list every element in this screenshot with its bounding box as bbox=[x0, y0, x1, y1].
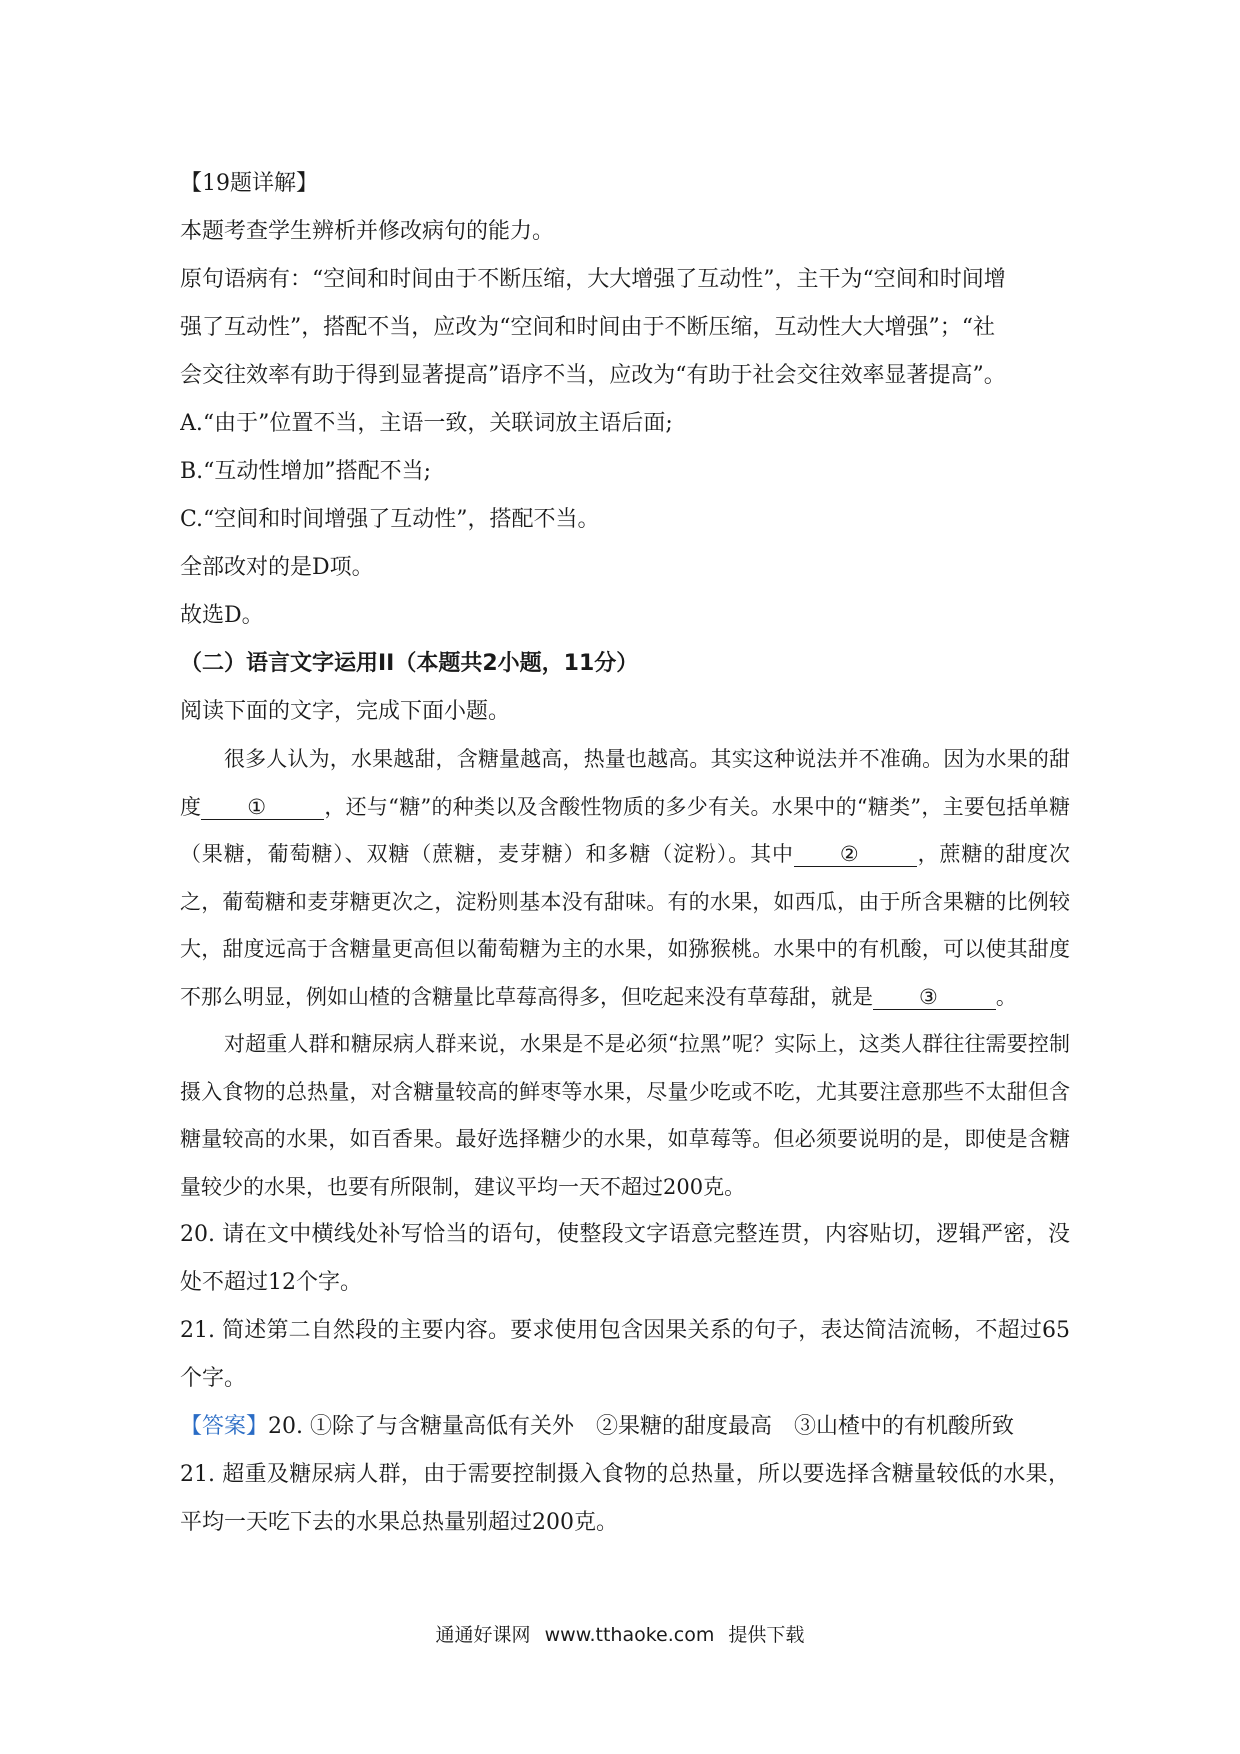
footer-suffix: 提供下载 bbox=[728, 1624, 805, 1646]
option-b-note: B.“互动性增加”搭配不当; bbox=[180, 459, 432, 484]
analysis-line-2: 强了互动性”，搭配不当，应改为“空间和时间由于不断压缩，互动性大大增强”；“社 bbox=[180, 315, 995, 340]
answer-20-text: 20. ①除了与含糖量高低有关外 ②果糖的甜度最高 ③山楂中的有机酸所致 bbox=[268, 1414, 1014, 1439]
analysis-line-3: 会交往效率有助于得到显著提高”语序不当，应改为“有助于社会交往效率显著提高”。 bbox=[180, 363, 1006, 388]
footer-url[interactable]: www.tthaoke.com bbox=[544, 1624, 715, 1646]
passage-text: 很多人认为，水果越甜，含糖量越高，热量也越高。其实这种说法并不准确。因为水果的甜度 bbox=[180, 747, 1070, 819]
passage-text: ，蔗糖的甜度次之，葡萄糖和麦芽糖更次之，淀粉则基本没有甜味。有的水果，如西瓜，由于所含果糖的比例较大，甜度远高于含糖量更高但以葡萄糖为主的水果，如猕猴桃。水果中的有机酸，可以使其甜度不那么明显，例如山楂的含糖量比草莓高得多，但吃起来没有草莓甜，就是 bbox=[180, 842, 1071, 1009]
passage-text: ，还与“糖”的种类以及含酸性物质的多少有关。水果中的“糖类”，主要包括单糖（果糖，葡萄糖）、双糖（蔗糖，麦芽糖）和多糖（淀粉）。其中 bbox=[180, 794, 1070, 866]
fill-blank-3[interactable] bbox=[873, 985, 996, 1010]
footer-site-name: 通通好课网 bbox=[435, 1624, 531, 1646]
conclusion-text: 全部改对的是D项。 bbox=[180, 555, 374, 580]
reading-instruction: 阅读下面的文字，完成下面小题。 bbox=[180, 699, 511, 724]
fill-blank-2[interactable] bbox=[794, 842, 917, 867]
explanation-intro: 本题考查学生辨析并修改病句的能力。 bbox=[180, 219, 555, 244]
question-20: 20. 请在文中横线处补写恰当的语句，使整段文字语意完整连贯，内容贴切，逻辑严密，没处不超过12个字。 bbox=[180, 1222, 1070, 1295]
answer-21: 21. 超重及糖尿病人群，由于需要控制摄入食物的总热量，所以要选择含糖量较低的水果，平均一天吃下去的水果总热量别超过200克。 bbox=[180, 1462, 1070, 1535]
option-c-note: C.“空间和时间增强了互动性”，搭配不当。 bbox=[180, 507, 600, 532]
section-heading: （二）语言文字运用II（本题共2小题，11分） bbox=[180, 651, 639, 676]
document-page bbox=[180, 160, 1070, 1547]
explanation-heading: 【19题详解】 bbox=[180, 171, 318, 196]
fill-blank-1[interactable] bbox=[201, 795, 324, 820]
question-21: 21. 简述第二自然段的主要内容。要求使用包含因果关系的句子，表达简洁流畅，不超过65个字。 bbox=[180, 1318, 1070, 1391]
answer-20 bbox=[180, 1403, 1070, 1451]
blank-number: ② bbox=[839, 842, 859, 866]
analysis-line-1: 原句语病有：“空间和时间由于不断压缩，大大增强了互动性”，主干为“空间和时间增 bbox=[180, 267, 1006, 292]
passage-paragraph-2: 对超重人群和糖尿病人群来说，水果是不是必须“拉黑”呢？实际上，这类人群往往需要控制摄入食物的总热量，对含糖量较高的鲜枣等水果，尽量少吃或不吃，尤其要注意那些不太甜但含糖量较高的水果，如百香果。最好选择糖少的水果，如草莓等。但必须要说明的是，即使是含糖量较少的水果，也要有所限制，建议平均一天不超过200克。 bbox=[180, 1032, 1070, 1199]
answer-tag: 【答案】 bbox=[180, 1414, 269, 1439]
option-a-note: A.“由于”位置不当，主语一致，关联词放主语后面; bbox=[180, 411, 673, 436]
passage-text: 。 bbox=[995, 984, 1017, 1009]
passage-paragraph-1 bbox=[180, 736, 1070, 1021]
blank-number: ③ bbox=[919, 984, 938, 1009]
page-footer bbox=[0, 1620, 1240, 1647]
blank-number: ① bbox=[247, 794, 267, 819]
final-choice: 故选D。 bbox=[180, 603, 264, 628]
